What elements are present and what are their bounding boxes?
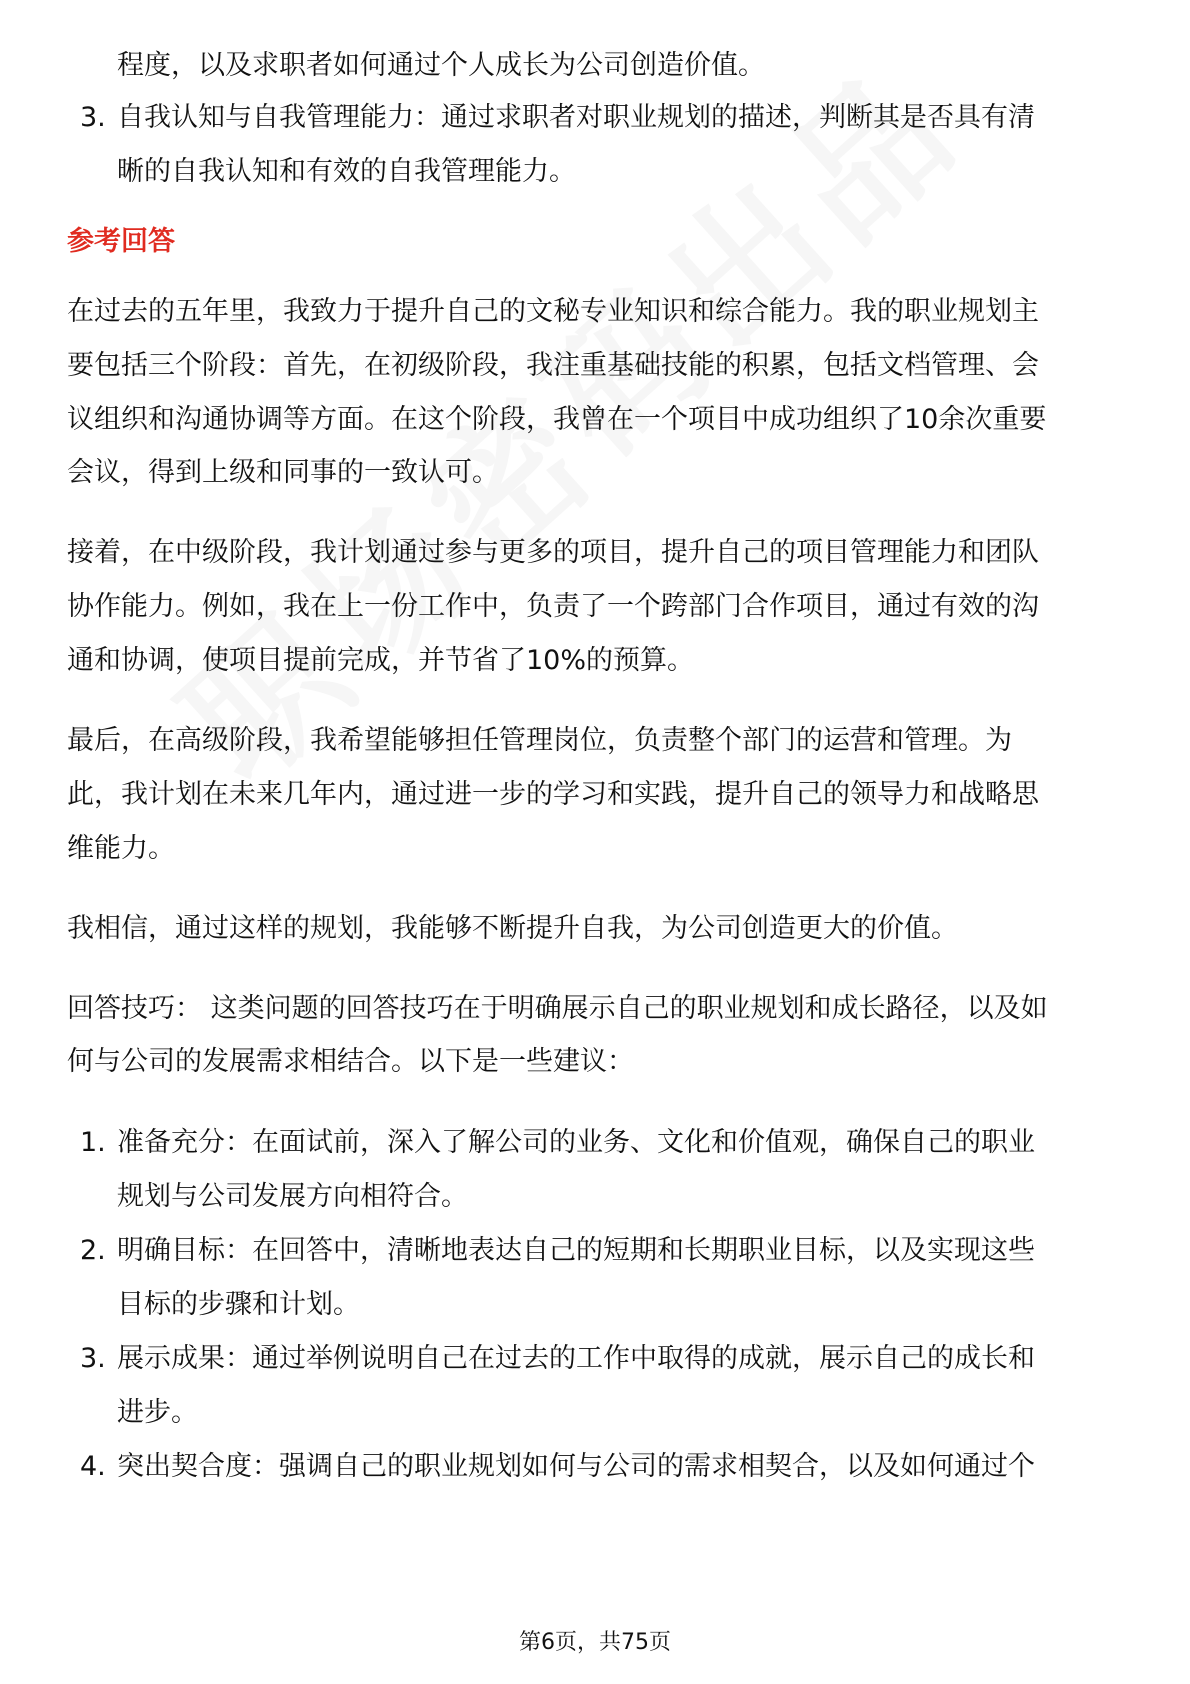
tip-text: 规划与公司发展方向相符合。	[117, 1181, 468, 1212]
tips-intro-line: 回答技巧： 这类问题的回答技巧在于明确展示自己的职业规划和成长路径，以及如	[67, 993, 1048, 1024]
tip-number: 1.	[80, 1127, 106, 1158]
answer-paragraph-line: 会议，得到上级和同事的一致认可。	[67, 457, 499, 488]
page-number: 第6页，共75页	[519, 1630, 671, 1655]
tips-intro-line: 何与公司的发展需求相结合。以下是一些建议：	[67, 1046, 634, 1077]
answer-paragraph-line: 此，我计划在未来几年内，通过进一步的学习和实践，提升自己的领导力和战略思	[67, 779, 1039, 810]
answer-paragraph-line: 最后，在高级阶段，我希望能够担任管理岗位，负责整个部门的运营和管理。为	[67, 725, 1012, 756]
tip-text: 突出契合度：强调自己的职业规划如何与公司的需求相契合，以及如何通过个	[117, 1451, 1035, 1482]
answer-paragraph-line: 在过去的五年里，我致力于提升自己的文秘专业知识和综合能力。我的职业规划主	[67, 296, 1039, 327]
tip-number: 4.	[80, 1451, 106, 1482]
list-item-number: 3.	[80, 102, 106, 133]
answer-paragraph-line: 维能力。	[67, 833, 175, 864]
tip-number: 2.	[80, 1235, 106, 1266]
tip-number: 3.	[80, 1343, 106, 1374]
answer-paragraph-line: 通和协调，使项目提前完成，并节省了10%的预算。	[67, 645, 695, 676]
tip-text: 目标的步骤和计划。	[117, 1289, 360, 1320]
list-item-text: 自我认知与自我管理能力：通过求职者对职业规划的描述，判断其是否具有清	[117, 102, 1035, 133]
list-item-continuation: 程度，以及求职者如何通过个人成长为公司创造价值。	[117, 50, 765, 81]
answer-paragraph-line: 协作能力。例如，我在上一份工作中，负责了一个跨部门合作项目，通过有效的沟	[67, 591, 1039, 622]
tip-text: 准备充分：在面试前，深入了解公司的业务、文化和价值观，确保自己的职业	[117, 1127, 1035, 1158]
tip-text: 进步。	[117, 1397, 198, 1428]
answer-paragraph-line: 要包括三个阶段：首先，在初级阶段，我注重基础技能的积累，包括文档管理、会	[67, 350, 1039, 381]
tip-text: 明确目标：在回答中，清晰地表达自己的短期和长期职业目标，以及实现这些	[117, 1235, 1035, 1266]
tip-text: 展示成果：通过举例说明自己在过去的工作中取得的成就，展示自己的成长和	[117, 1343, 1035, 1374]
list-item-text: 晰的自我认知和有效的自我管理能力。	[117, 156, 576, 187]
section-heading: 参考回答	[67, 226, 175, 257]
answer-paragraph-line: 议组织和沟通协调等方面。在这个阶段，我曾在一个项目中成功组织了10余次重要	[67, 404, 1047, 435]
answer-paragraph-line: 我相信，通过这样的规划，我能够不断提升自我，为公司创造更大的价值。	[67, 913, 958, 944]
answer-paragraph-line: 接着，在中级阶段，我计划通过参与更多的项目，提升自己的项目管理能力和团队	[67, 537, 1039, 568]
